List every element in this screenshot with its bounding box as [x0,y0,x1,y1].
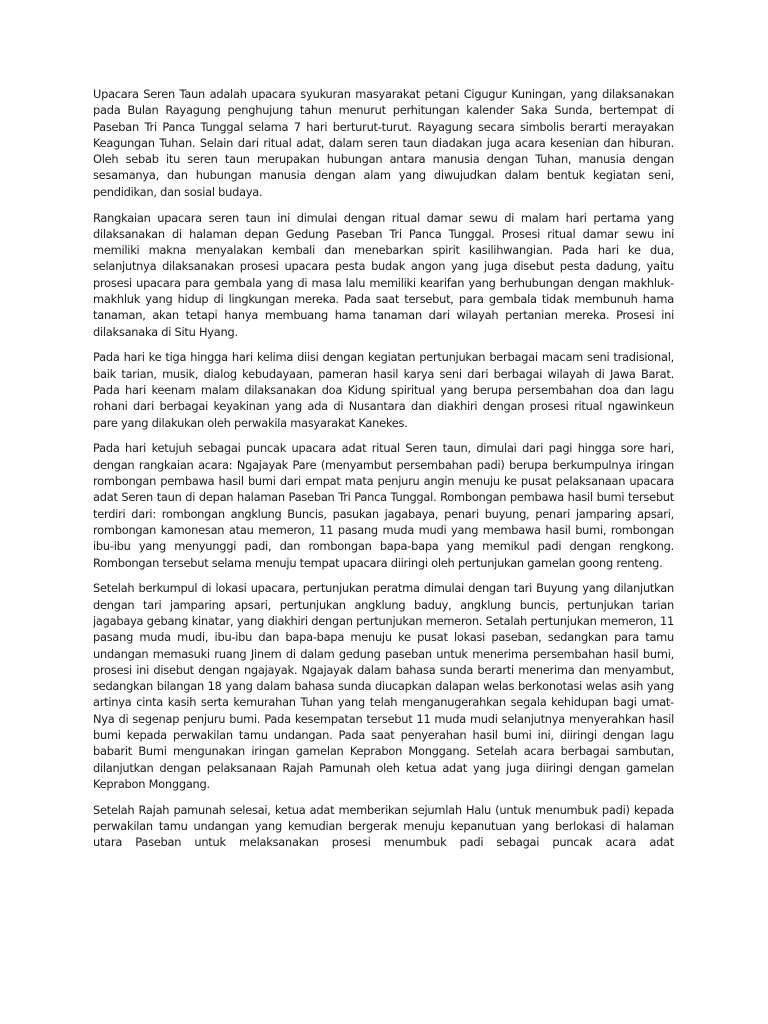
paragraph-4: Pada hari ketujuh sebagai puncak upacara adat ritual Seren taun, dimulai dari pagi hingga sore hari, dengan rangkaian acara: Ngajayak Pare (menyambut persembahan padi) berupa berkumpulnya iringan rombongan pembawa hasil bumi dari empat mata penjuru angin menuju ke pusat pelaksanaan upacara adat Seren taun di depan halaman Paseban Tri Panca Tunggal. Rombongan pembawa hasil bumi tersebut terdiri dari: rombongan angklung Buncis, pasukan jagabaya, penari buyung, penari jamparing apsari, rombongan kamonesan atau memeron, 11 pasang muda mudi yang membawa hasil bumi, rombongan ibu-ibu yang menyunggi padi, dan rombongan bapa-bapa yang memikul padi dengan rengkong. Rombongan tersebut selama menuju tempat upacara diiringi oleh pertunjukan gamelan goong renteng. [93,441,674,570]
paragraph-2: Rangkaian upacara seren taun ini dimulai dengan ritual damar sewu di malam hari pertama yang dilaksanakan di halaman depan Gedung Paseban Tri Panca Tunggal. Prosesi ritual damar sewu ini memiliki makna menyalakan kembali dan menebarkan spirit kasilihwangian. Pada hari ke dua, selanjutnya dilaksanakan prosesi upacara pesta budak angon yang juga disebut pesta dadung, yaitu prosesi upacara para gembala yang di masa lalu memiliki kearifan yang berhubungan dengan makhluk-makhluk yang hidup di lingkungan mereka. Pada saat tersebut, para gembala tidak membunuh hama tanaman, akan tetapi hanya membuang hama tanaman dari wilayah pertanian mereka. Prosesi ini dilaksanaka di Situ Hyang. [93,210,674,339]
paragraph-3: Pada hari ke tiga hingga hari kelima diisi dengan kegiatan pertunjukan berbagai macam seni tradisional, baik tarian, musik, dialog kebudayaan, pameran hasil karya seni dari berbagai wilayah di Jawa Barat. Pada hari keenam malam dilaksanakan doa Kidung spiritual yang berupa persembahan doa dan lagu rohani dari berbagai keyakinan yang ada di Nusantara dan diakhiri dengan prosesi ritual ngawinkeun pare yang dilakukan oleh perwakila masyarakat Kanekes. [93,350,674,430]
paragraph-6: Setelah Rajah pamunah selesai, ketua adat memberikan sejumlah Halu (untuk menumbuk padi) kepada perwakilan tamu undangan yang kemudian bergerak menuju kepanutuan yang berlokasi di halaman utara Paseban untuk melaksanakan prosesi menumbuk padi sebagai puncak acara adat [93,802,674,850]
paragraph-1: Upacara Seren Taun adalah upacara syukuran masyarakat petani Cigugur Kuningan, yang dilaksanakan pada Bulan Rayagung penghujung tahun menurut perhitungan kalender Saka Sunda, bertempat di Paseban Tri Panca Tunggal selama 7 hari berturut-turut. Rayagung secara simbolis berarti merayakan Keagungan Tuhan. Selain dari ritual adat, dalam seren taun diadakan juga acara kesenian dan hiburan. Oleh sebab itu seren taun merupakan hubungan antara manusia dengan Tuhan, manusia dengan sesamanya, dan hubungan manusia dengan alam yang diwujudkan dalam bentuk kegiatan seni, pendidikan, dan sosial budaya. [93,87,674,199]
document-page [93,86,674,1016]
paragraph-5: Setelah berkumpul di lokasi upacara, pertunjukan peratma dimulai dengan tari Buyung yang dilanjutkan dengan tari jamparing apsari, pertunjukan angklung baduy, angklung buncis, pertunjukan tarian jagabaya gebang kinatar, yang diakhiri dengan pertunjukan memeron. Setalah pertunjukan memeron, 11 pasang muda mudi, ibu-ibu dan bapa-bapa menuju ke pusat lokasi paseban, sedangkan para tamu undangan memasuki ruang Jinem di dalam gedung paseban untuk menerima persembahan hasil bumi, prosesi ini disebut dengan ngajayak. Ngajayak dalam bahasa sunda berarti menerima dan menyambut, sedangkan bilangan 18 yang dalam bahasa sunda diucapkan dalapan welas berkonotasi welas asih yang artinya cinta kasih serta kemurahan Tuhan yang telah menganugerahkan segala kehidupan bagi umat-Nya di segenap penjuru bumi. Pada kesempatan tersebut 11 muda mudi selanjutnya menyerahkan hasil bumi kepada perwakilan tamu undangan. Pada saat penyerahan hasil bumi ini, diiringi dengan lagu babarit Bumi mengunakan iringan gamelan Keprabon Monggang. Setelah acara berbagai sambutan, dilanjutkan dengan pelaksanaan Rajah Pamunah oleh ketua adat yang juga diiringi dengan gamelan Keprabon Monggang. [93,581,674,791]
